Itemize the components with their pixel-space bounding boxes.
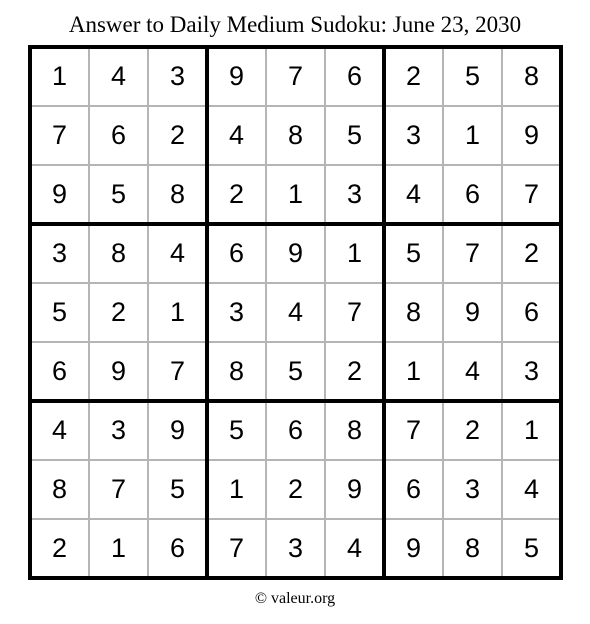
sudoku-cell: 2 xyxy=(405,61,422,91)
sudoku-cell: 8 xyxy=(464,533,481,563)
sudoku-cell: 5 xyxy=(523,533,540,563)
sudoku-cell: 9 xyxy=(464,297,481,327)
sudoku-cell: 1 xyxy=(405,356,422,386)
sudoku-board xyxy=(30,47,561,578)
sudoku-cell: 7 xyxy=(346,297,363,327)
sudoku-cell: 8 xyxy=(346,415,363,445)
sudoku-cell: 2 xyxy=(51,533,68,563)
page-title: Answer to Daily Medium Sudoku: June 23, 2030 xyxy=(68,12,522,37)
sudoku-cell: 3 xyxy=(169,61,186,91)
sudoku-cell: 1 xyxy=(523,415,540,445)
sudoku-cell: 8 xyxy=(51,474,68,504)
sudoku-cell: 2 xyxy=(228,179,245,209)
sudoku-cell: 6 xyxy=(405,474,422,504)
sudoku-cell: 6 xyxy=(169,533,186,563)
sudoku-cell: 2 xyxy=(169,120,186,150)
sudoku-cell: 1 xyxy=(110,533,127,563)
sudoku-cell: 1 xyxy=(346,238,363,268)
sudoku-cell: 7 xyxy=(51,120,68,150)
sudoku-cell: 9 xyxy=(228,61,245,91)
sudoku-cell: 5 xyxy=(464,61,481,91)
sudoku-cell: 5 xyxy=(110,179,127,209)
sudoku-cell: 6 xyxy=(228,238,245,268)
sudoku-cell: 9 xyxy=(405,533,422,563)
sudoku-cell: 2 xyxy=(346,356,363,386)
sudoku-cell: 1 xyxy=(464,120,481,150)
sudoku-cell: 5 xyxy=(405,238,422,268)
sudoku-cell: 3 xyxy=(228,297,245,327)
sudoku-cell: 8 xyxy=(523,61,540,91)
sudoku-cell: 7 xyxy=(110,474,127,504)
sudoku-cell: 9 xyxy=(169,415,186,445)
sudoku-cell: 3 xyxy=(346,179,363,209)
sudoku-cell: 8 xyxy=(405,297,422,327)
sudoku-cell: 6 xyxy=(523,297,540,327)
sudoku-cell: 8 xyxy=(287,120,304,150)
sudoku-cell: 9 xyxy=(523,120,540,150)
sudoku-cell: 4 xyxy=(51,415,68,445)
sudoku-cell: 9 xyxy=(346,474,363,504)
sudoku-cell: 3 xyxy=(464,474,481,504)
sudoku-cell: 3 xyxy=(405,120,422,150)
sudoku-cell: 8 xyxy=(110,238,127,268)
sudoku-cell: 8 xyxy=(169,179,186,209)
sudoku-cell: 4 xyxy=(228,120,245,150)
sudoku-cell: 3 xyxy=(523,356,540,386)
sudoku-cell: 4 xyxy=(346,533,363,563)
sudoku-cell: 5 xyxy=(169,474,186,504)
sudoku-cell: 1 xyxy=(169,297,186,327)
sudoku-cell: 9 xyxy=(287,238,304,268)
sudoku-cell: 5 xyxy=(228,415,245,445)
sudoku-cell: 9 xyxy=(51,179,68,209)
sudoku-cell: 7 xyxy=(169,356,186,386)
sudoku-cell: 1 xyxy=(287,179,304,209)
sudoku-cell: 1 xyxy=(51,61,68,91)
sudoku-cell: 6 xyxy=(464,179,481,209)
sudoku-cell: 4 xyxy=(169,238,186,268)
sudoku-cell: 2 xyxy=(523,238,540,268)
sudoku-cell: 6 xyxy=(287,415,304,445)
sudoku-cell: 7 xyxy=(464,238,481,268)
sudoku-cell: 3 xyxy=(51,238,68,268)
sudoku-cell: 1 xyxy=(228,474,245,504)
copyright-footer: © valeur.org xyxy=(254,590,336,607)
sudoku-cell: 5 xyxy=(51,297,68,327)
sudoku-cell: 2 xyxy=(464,415,481,445)
sudoku-cell: 6 xyxy=(110,120,127,150)
sudoku-cell: 6 xyxy=(346,61,363,91)
sudoku-cell: 4 xyxy=(110,61,127,91)
sudoku-cell: 5 xyxy=(346,120,363,150)
sudoku-cell: 3 xyxy=(287,533,304,563)
sudoku-cell: 2 xyxy=(110,297,127,327)
sudoku-cell: 7 xyxy=(287,61,304,91)
sudoku-cell: 7 xyxy=(228,533,245,563)
sudoku-cell: 6 xyxy=(51,356,68,386)
sudoku-cell: 4 xyxy=(464,356,481,386)
sudoku-cell: 9 xyxy=(110,356,127,386)
sudoku-cell: 2 xyxy=(287,474,304,504)
sudoku-cell: 4 xyxy=(287,297,304,327)
sudoku-cell: 7 xyxy=(523,179,540,209)
sudoku-cell: 3 xyxy=(110,415,127,445)
sudoku-cell: 4 xyxy=(523,474,540,504)
sudoku-cell: 7 xyxy=(405,415,422,445)
sudoku-cell: 8 xyxy=(228,356,245,386)
sudoku-cell: 4 xyxy=(405,179,422,209)
sudoku-cell: 5 xyxy=(287,356,304,386)
